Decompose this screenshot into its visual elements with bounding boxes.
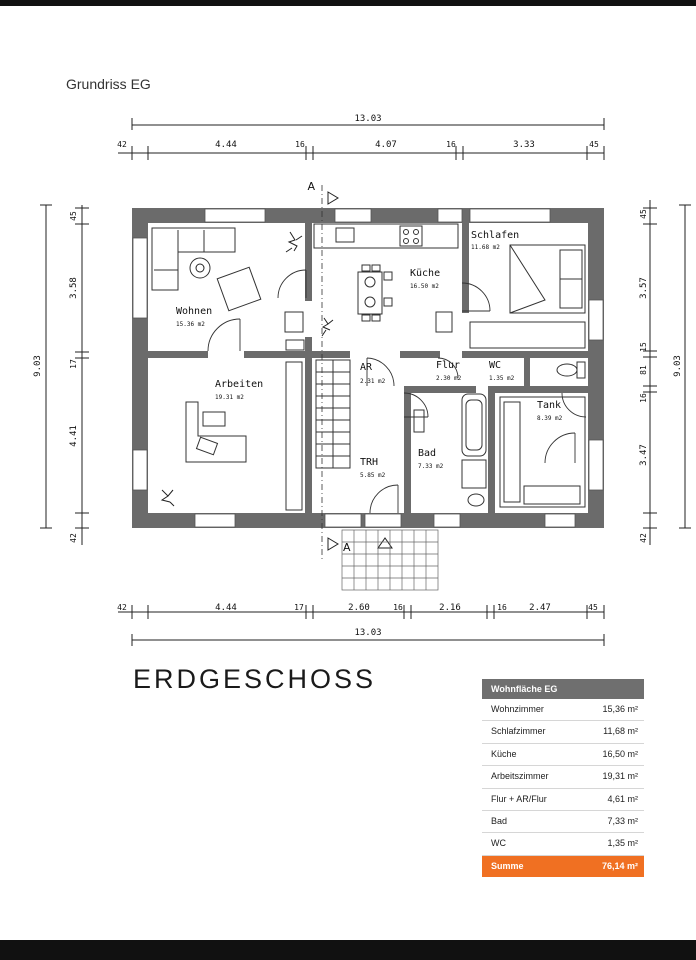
dim-right-5: 16 bbox=[639, 393, 648, 403]
dim-right-2: 3.57 bbox=[639, 277, 649, 299]
dim-top-4: 4.07 bbox=[375, 140, 397, 150]
dim-right-6: 3.47 bbox=[639, 444, 649, 466]
row-value: 11,68 m² bbox=[603, 726, 638, 737]
row-value: 4,61 m² bbox=[607, 793, 638, 804]
dim-right-1: 45 bbox=[639, 209, 648, 219]
row-label: Bad bbox=[491, 815, 508, 826]
bottom-border bbox=[0, 940, 696, 960]
dim-bottom-2: 4.44 bbox=[215, 603, 237, 613]
row-value: 16,50 m² bbox=[602, 748, 638, 759]
area-table-row bbox=[482, 833, 644, 855]
room-area-tank: 8.39 m2 bbox=[537, 415, 563, 422]
area-table-row bbox=[482, 789, 644, 811]
row-value: 15,36 m² bbox=[602, 704, 638, 714]
sum-label: Summe bbox=[491, 860, 524, 871]
dim-right-3: 15 bbox=[639, 342, 648, 352]
room-name-ar: AR bbox=[360, 362, 373, 373]
row-value: 19,31 m² bbox=[602, 771, 638, 782]
entrance-terrace-grid bbox=[342, 530, 438, 590]
dim-top-2: 4.44 bbox=[215, 140, 237, 150]
dim-top-7: 45 bbox=[589, 140, 599, 149]
row-value: 7,33 m² bbox=[607, 815, 638, 826]
row-label: Arbeitszimmer bbox=[491, 771, 549, 782]
room-name-wohnen: Wohnen bbox=[176, 306, 213, 317]
dim-bottom-1: 42 bbox=[117, 603, 127, 612]
room-name-bad: Bad bbox=[418, 448, 437, 459]
dim-bottom-4: 2.60 bbox=[348, 603, 370, 613]
right-dimension-lines bbox=[643, 200, 691, 545]
section-mark-top: A bbox=[307, 180, 315, 193]
floor-heading: ERDGESCHOSS bbox=[133, 664, 377, 694]
dim-left-2: 3.58 bbox=[69, 277, 79, 299]
row-label: Wohnzimmer bbox=[491, 704, 544, 714]
area-table-row bbox=[482, 721, 644, 743]
dim-bottom-6: 2.16 bbox=[439, 603, 461, 613]
room-area-bad: 7.33 m2 bbox=[418, 463, 444, 470]
dim-right-4: 81 bbox=[639, 365, 648, 375]
room-name-schlafen: Schlafen bbox=[471, 230, 520, 241]
dim-top-3: 16 bbox=[295, 140, 305, 149]
area-table bbox=[482, 679, 644, 877]
dim-bottom-9: 45 bbox=[588, 603, 598, 612]
dim-top-1: 42 bbox=[117, 140, 127, 149]
dim-bottom-7: 16 bbox=[497, 603, 507, 612]
area-table-sum-row bbox=[482, 856, 644, 877]
room-area-arbeiten: 19.31 m2 bbox=[215, 394, 244, 401]
area-table-row bbox=[482, 699, 644, 721]
room-name-tank: Tank bbox=[537, 400, 562, 411]
area-table-row bbox=[482, 766, 644, 788]
room-name-wc: WC bbox=[489, 360, 502, 371]
room-area-trh: 5.85 m2 bbox=[360, 472, 386, 479]
room-area-ar: 2.31 m2 bbox=[360, 378, 386, 385]
row-label: Flur + AR/Flur bbox=[491, 793, 547, 804]
area-table-header: Wohnfläche EG bbox=[482, 679, 644, 699]
sum-value: 76,14 m² bbox=[601, 860, 638, 871]
left-dimension-lines bbox=[40, 205, 89, 545]
room-area-schlafen: 11.68 m2 bbox=[471, 244, 500, 251]
row-label: Küche bbox=[491, 748, 517, 759]
top-dimension-lines bbox=[118, 118, 604, 160]
dim-right-total: 9.03 bbox=[673, 355, 683, 377]
area-table-row bbox=[482, 744, 644, 766]
dim-top-5: 16 bbox=[446, 140, 456, 149]
dim-left-total: 9.03 bbox=[33, 355, 43, 377]
dim-top-6: 3.33 bbox=[513, 140, 535, 150]
dim-left-1: 45 bbox=[69, 211, 78, 221]
dim-left-5: 42 bbox=[69, 533, 78, 543]
room-name-arbeiten: Arbeiten bbox=[215, 379, 264, 390]
dim-bottom-3: 17 bbox=[294, 603, 304, 612]
section-mark-bottom: A bbox=[343, 541, 351, 554]
row-label: WC bbox=[491, 838, 506, 849]
room-name-kueche: Küche bbox=[410, 268, 441, 279]
room-area-kueche: 16.50 m2 bbox=[410, 283, 439, 290]
row-value: 1,35 m² bbox=[607, 838, 638, 849]
dim-bottom-8: 2.47 bbox=[529, 603, 551, 613]
area-table-row bbox=[482, 811, 644, 833]
row-label: Schlafzimmer bbox=[491, 726, 546, 737]
dim-left-4: 4.41 bbox=[69, 425, 79, 447]
dim-left-3: 17 bbox=[69, 359, 78, 369]
room-area-wc: 1.35 m2 bbox=[489, 375, 515, 382]
dim-right-7: 42 bbox=[639, 533, 648, 543]
room-area-wohnen: 15.36 m2 bbox=[176, 321, 205, 328]
dim-bottom-5: 16 bbox=[393, 603, 403, 612]
room-area-flur: 2.30 m2 bbox=[436, 375, 462, 382]
room-name-trh: TRH bbox=[360, 457, 379, 468]
dim-top-total: 13.03 bbox=[354, 114, 382, 124]
room-name-flur: Flur bbox=[436, 360, 461, 371]
dim-bottom-total: 13.03 bbox=[354, 628, 382, 638]
page-title: Grundriss EG bbox=[66, 76, 151, 92]
